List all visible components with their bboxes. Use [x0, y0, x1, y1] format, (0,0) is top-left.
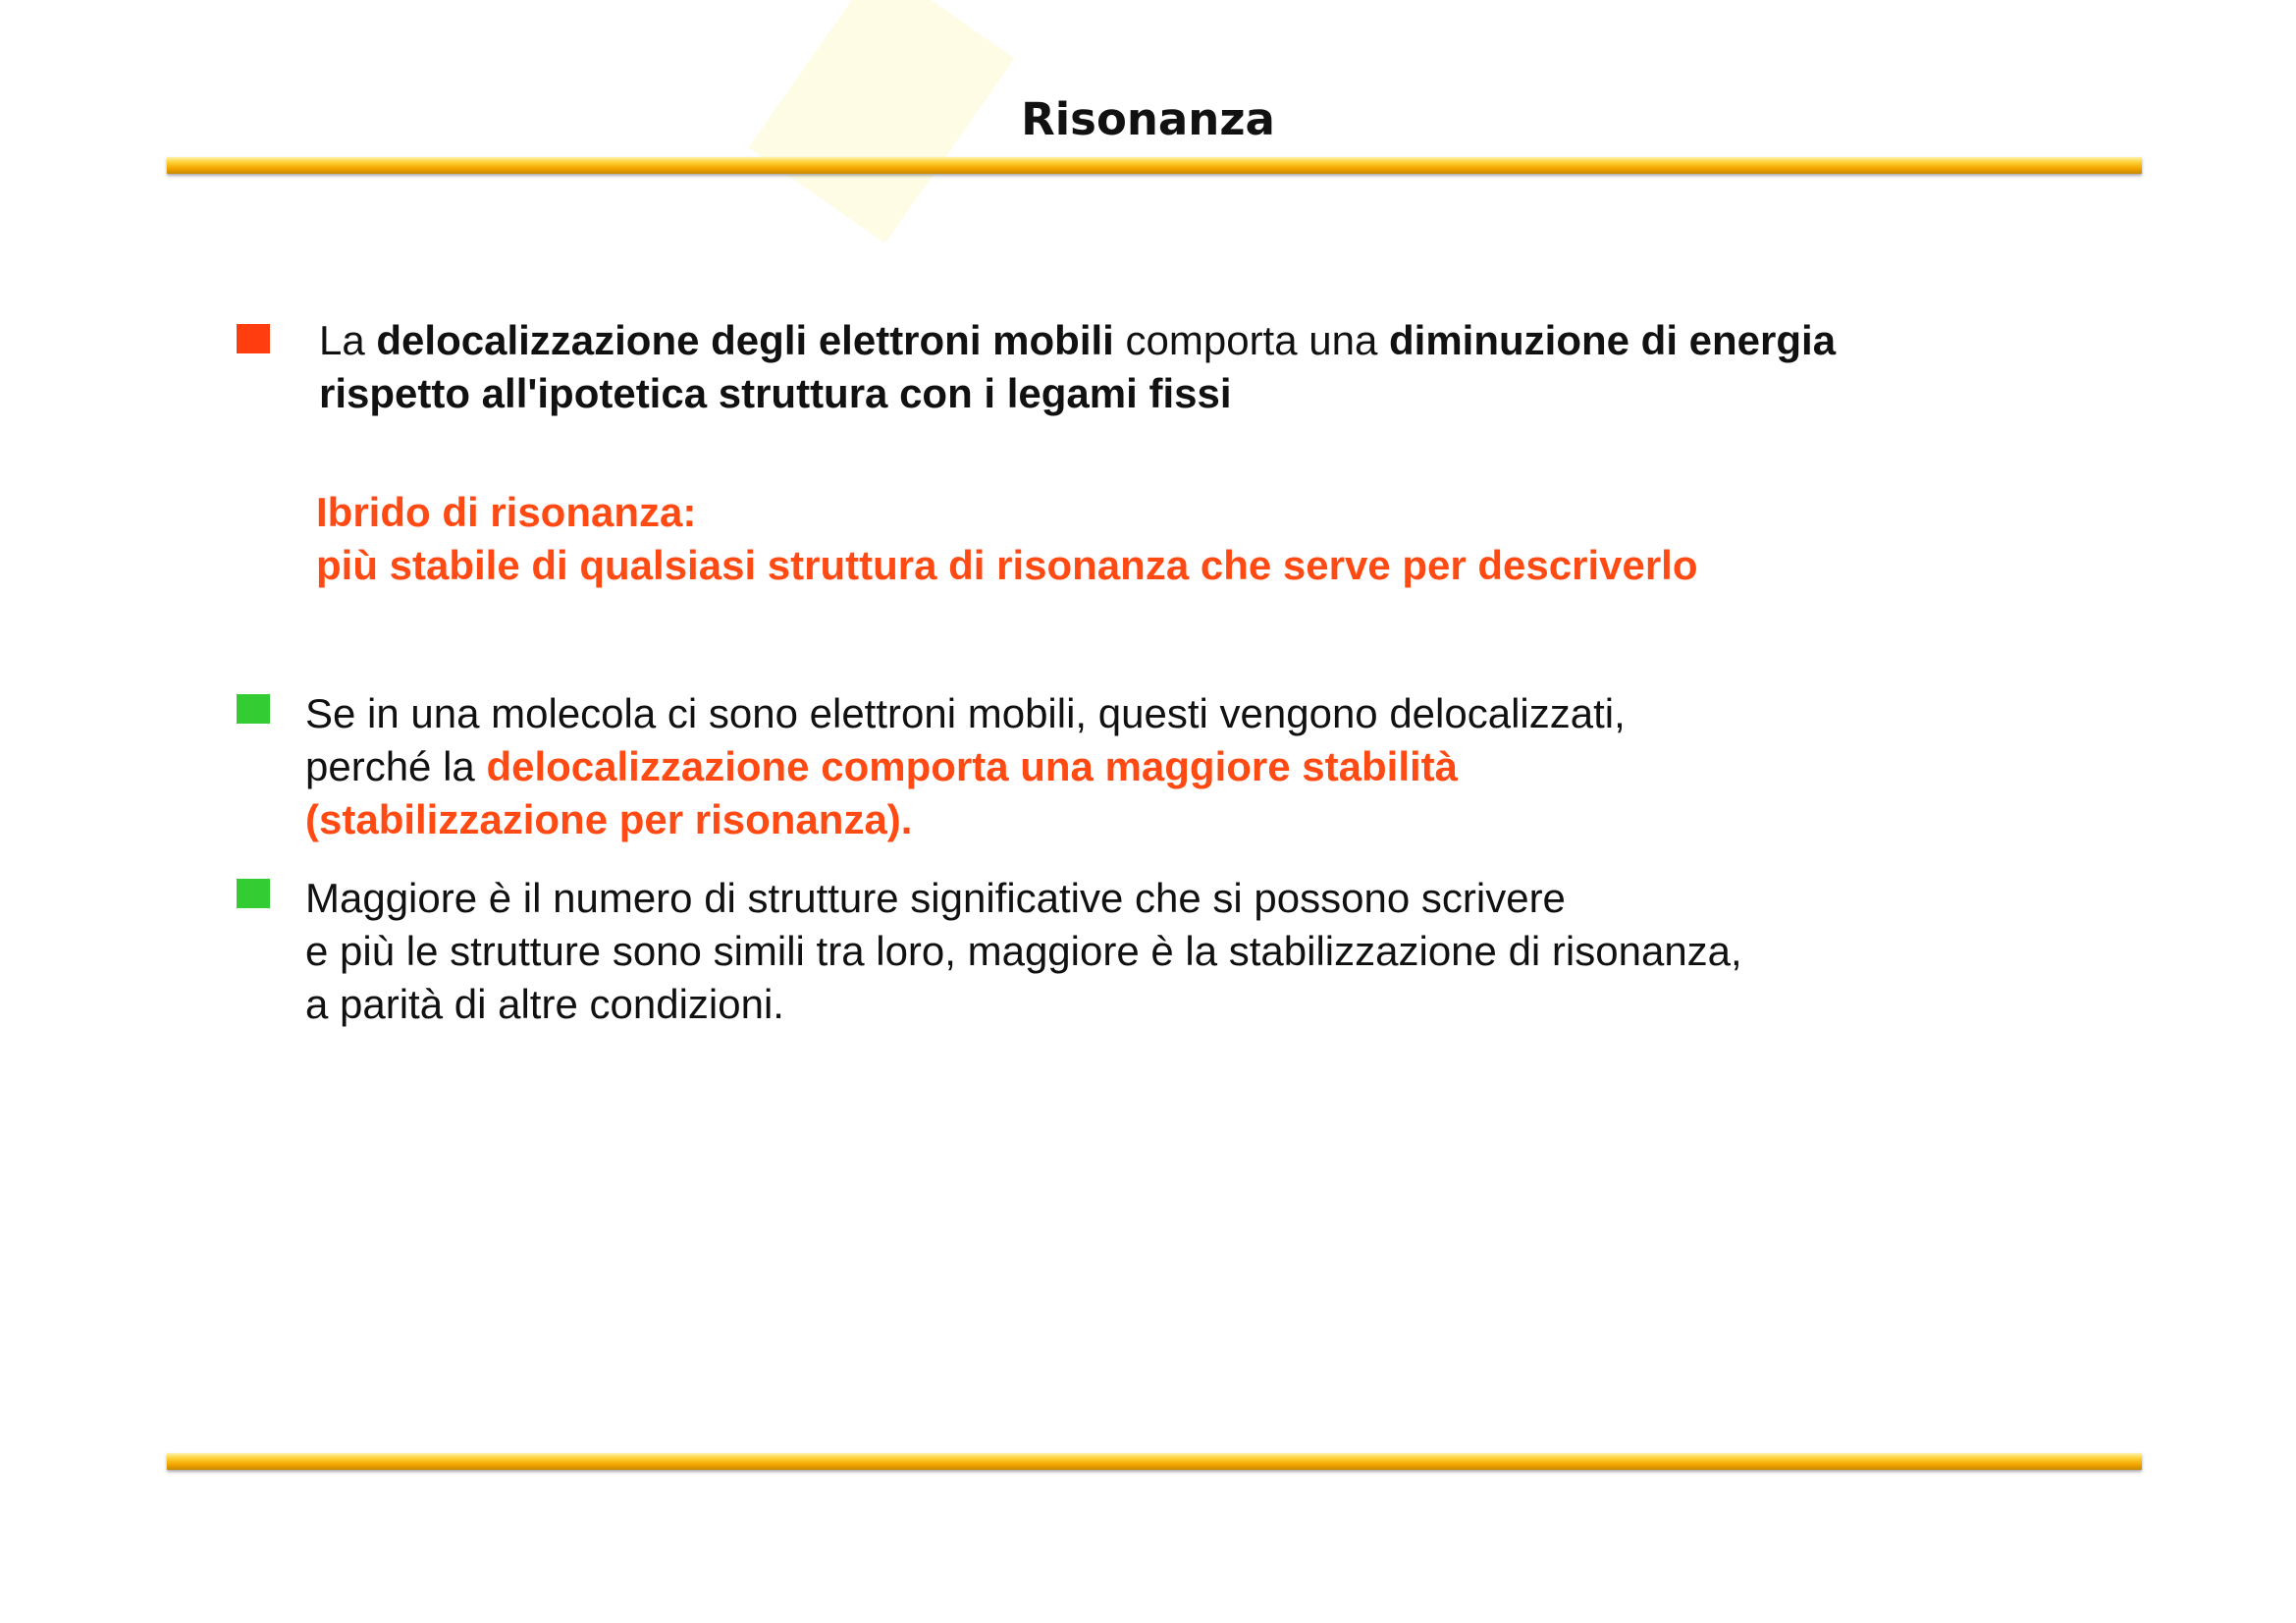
- page-title: Risonanza: [1021, 93, 1275, 145]
- red-square-bullet-icon: [237, 324, 270, 353]
- ibrido-definition: più stabile di qualsiasi struttura di risonanza che serve per descriverlo: [316, 542, 1698, 588]
- bullet-2-line-3: (stabilizzazione per risonanza).: [305, 796, 913, 842]
- bullet-3-line-3: a parità di altre condizioni.: [305, 981, 784, 1027]
- bullet-1-connector: comporta una: [1113, 317, 1390, 363]
- bullet-1-text: [319, 314, 1836, 420]
- bullet-3-line-2: e più le strutture sono simili tra loro, maggiore è la stabilizzazione di risonanza,: [305, 928, 1742, 974]
- bullet-1-lead: La: [319, 317, 377, 363]
- bullet-3-line-1: Maggiore è il numero di strutture significative che si possono scrivere: [305, 875, 1566, 921]
- green-square-bullet-icon: [237, 879, 270, 908]
- bullet-2-highlight: delocalizzazione comporta una maggiore stabilità: [486, 743, 1458, 789]
- green-square-bullet-icon: [237, 694, 270, 724]
- ibrido-heading: Ibrido di risonanza:: [316, 489, 697, 535]
- top-divider: [167, 157, 2142, 174]
- bullet-1-line-1: [319, 314, 1836, 367]
- bullet-2-text: [305, 687, 1626, 846]
- bullet-1-line-2: [319, 367, 1836, 420]
- bullet-1-bold-term: delocalizzazione degli elettroni mobili: [376, 317, 1114, 363]
- ibrido-block: [316, 486, 1698, 592]
- bullet-3-text: [305, 872, 1742, 1031]
- bullet-2-lead: perché la: [305, 743, 487, 789]
- bottom-divider: [167, 1453, 2142, 1470]
- bullet-2-line-1: Se in una molecola ci sono elettroni mobili, questi vengono delocalizzati,: [305, 690, 1626, 736]
- bullet-2-line-2: [305, 740, 1626, 793]
- bullet-1-bold-continuation: rispetto all'ipotetica struttura con i legami fissi: [319, 370, 1232, 416]
- bullet-1-bold-result: diminuzione di energia: [1389, 317, 1837, 363]
